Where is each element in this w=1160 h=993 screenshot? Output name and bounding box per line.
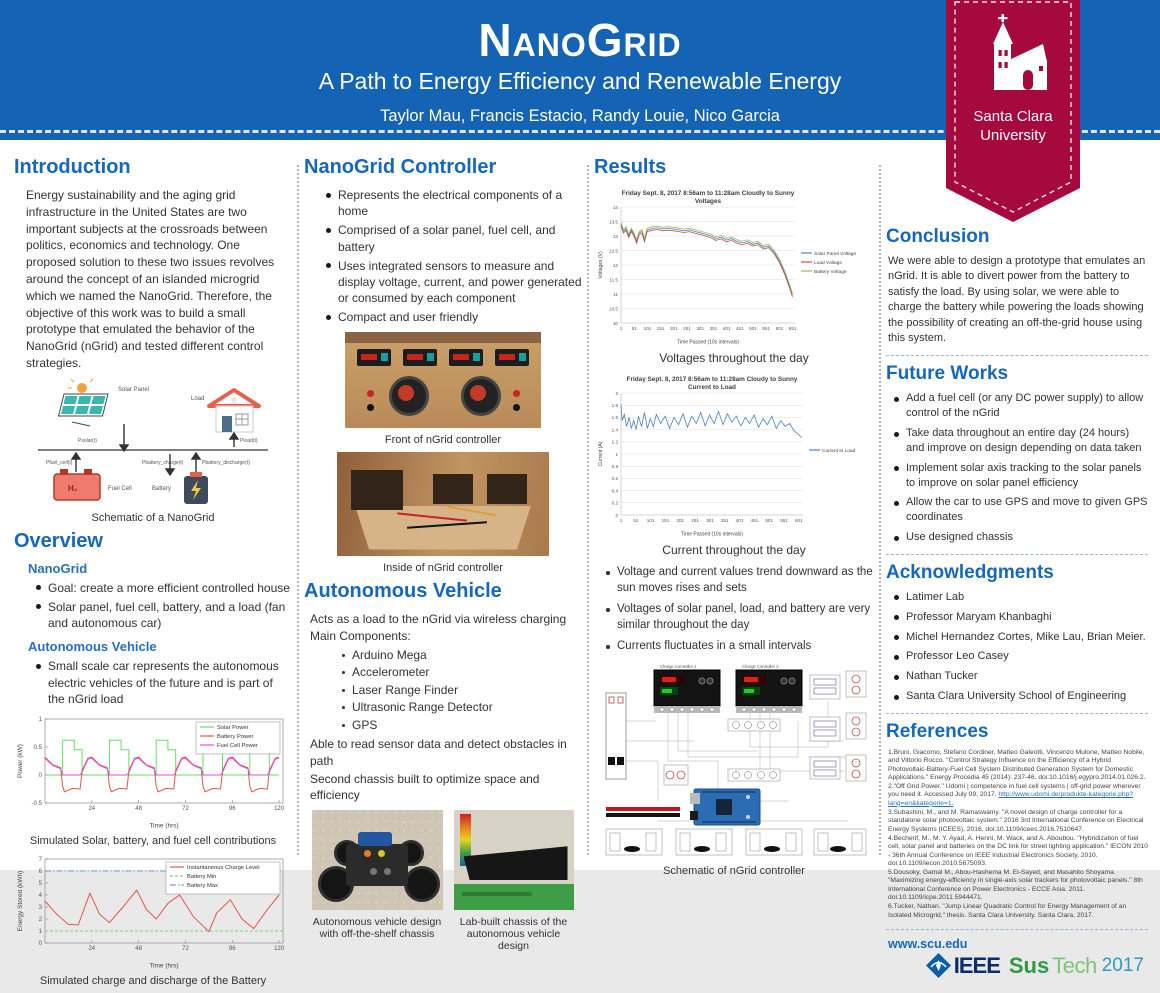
svg-text:Time (hrs): Time (hrs) (149, 962, 179, 970)
section-divider (886, 929, 1148, 930)
reference-item: 6.Tucker, Nathan. "Jump Linear Quadratic Control for Energy Management of an Isolated Microgrid," thesis. Santa Clara University. Santa Clara, 2017. (888, 903, 1127, 919)
black-wire (606, 813, 680, 817)
column-divider (297, 165, 299, 855)
svg-text:0: 0 (615, 512, 618, 518)
battery-icon (184, 472, 208, 504)
svg-text:Load Voltage: Load Voltage (814, 260, 843, 266)
list-item: Implement solar axis tracking to the solar panels to improve on solar panel efficiency (894, 461, 1148, 491)
list-item: Add a fuel cell (or any DC power supply) to allow control of the nGrid (894, 391, 1148, 421)
svg-text:601: 601 (775, 326, 784, 331)
sustech-year: 2017 (1101, 954, 1144, 976)
svg-text:151: 151 (656, 326, 665, 331)
svg-text:10: 10 (612, 320, 618, 326)
nanogrid-schematic-caption: Schematic of a NanoGrid (91, 511, 215, 524)
controller-list (304, 187, 582, 326)
svg-text:0.5: 0.5 (33, 744, 42, 751)
house-icon (209, 390, 259, 432)
svg-text:Battery Voltage: Battery Voltage (814, 269, 847, 275)
svg-text:1.4: 1.4 (611, 427, 618, 433)
battery-charge-chart (15, 853, 291, 969)
svg-text:7: 7 (38, 856, 42, 863)
svg-text:48: 48 (135, 945, 142, 952)
svg-text:101: 101 (646, 518, 655, 523)
conclusion-text: We were able to design a prototype that emulates an nGrid. It is able to divert power from the battery to satisfy the load. By using solar, we were able to charge the battery while powering the loads showing the possibility of creating an off-the-grid house using this system. (888, 255, 1146, 344)
svg-text:6: 6 (38, 868, 42, 875)
svg-text:-0.5: -0.5 (31, 800, 42, 807)
svg-text:251: 251 (691, 518, 699, 523)
red-wire (606, 807, 680, 811)
overview-heading: Overview (14, 529, 103, 552)
section-divider (886, 554, 1148, 555)
list-item: Use designed chassis (894, 530, 1148, 545)
svg-text:301: 301 (706, 518, 714, 523)
list-item: Compact and user friendly (326, 309, 582, 325)
svg-text:120: 120 (274, 805, 285, 812)
list-item: GPS (342, 717, 582, 734)
front-controller-caption: Front of nGrid controller (384, 433, 502, 446)
inside-controller-caption: Inside of nGrid controller (383, 561, 503, 574)
poster-subtitle: A Path to Energy Efficiency and Renewable Energy (318, 68, 842, 95)
list-item: Santa Clara University School of Engineering (894, 689, 1148, 704)
svg-text:1: 1 (619, 518, 623, 523)
conclusion-heading: Conclusion (886, 226, 990, 247)
svg-text:24: 24 (88, 945, 96, 952)
svg-text:Voltages: Voltages (694, 198, 722, 205)
list-item: Solar panel, fuel cell, battery, and a load (fan and autonomous car) (36, 599, 292, 631)
vehicle-photo (312, 810, 443, 910)
reference-link[interactable]: http://www.udomi.de/produkte-kategorie.php?lang=en&kategorie=1. (888, 791, 1133, 807)
reference-item: 2."Off Grid Power." Udomi | competence in fuel cell systems | off-grid power wherever you need it. Accessed July 09, 2017. http://www.udomi.de/produkte-kategorie.php?lang=en&kategorie=1. (888, 783, 1141, 807)
column-introduction (14, 150, 292, 993)
svg-text:2: 2 (615, 390, 618, 396)
svg-text:Time Passed (10s intervals): Time Passed (10s intervals) (681, 531, 743, 538)
svg-text:Current (A): Current (A) (598, 441, 604, 467)
vehicle-line1: Acts as a load to the nGrid via wireless charging (310, 611, 567, 626)
power-strip (606, 693, 626, 779)
vehicle-heading: Autonomous Vehicle (304, 579, 502, 602)
svg-text:251: 251 (683, 326, 691, 331)
list-item: Take data throughout an entire day (24 hours) and improve on design depending on data taken (894, 426, 1148, 456)
svg-text:Time Passed (10s intervals): Time Passed (10s intervals) (677, 339, 739, 346)
svg-text:1: 1 (619, 326, 623, 331)
svg-text:University: University (980, 127, 1046, 144)
column-divider (879, 165, 881, 855)
section-divider (886, 355, 1148, 356)
svg-text:451: 451 (735, 326, 744, 331)
solar-panel-icon (59, 394, 108, 416)
svg-text:3: 3 (38, 904, 42, 911)
svg-text:Battery Max: Battery Max (187, 882, 218, 889)
nanogrid-schematic (24, 378, 282, 506)
list-item: Uses integrated sensors to measure and display voltage, current, and power generated or consumed by each component (326, 258, 582, 307)
list-item: Professor Leo Casey (894, 649, 1148, 664)
charge-controller-1 (654, 670, 720, 713)
svg-text:551: 551 (762, 326, 771, 331)
list-item: Allow the car to use GPS and move to given GPS coordinates (894, 495, 1148, 525)
svg-text:12.5: 12.5 (609, 248, 618, 254)
results-heading: Results (594, 156, 667, 178)
svg-text:Pload(t): Pload(t) (240, 437, 258, 444)
voltages-chart (595, 187, 873, 345)
svg-text:551: 551 (780, 518, 788, 523)
svg-text:Charge Controller 1: Charge Controller 1 (660, 663, 697, 669)
svg-text:51: 51 (633, 518, 639, 523)
charge-controller-2 (736, 670, 802, 713)
controller-heading: NanoGrid Controller (304, 156, 497, 178)
intro-heading: Introduction (14, 156, 131, 178)
svg-text:72: 72 (182, 805, 189, 812)
svg-text:1: 1 (615, 451, 618, 457)
list-item: Currents fluctuates in a small intervals (604, 639, 874, 655)
svg-text:Instantaneous Charge Level: Instantaneous Charge Level (187, 864, 260, 871)
power-chart-caption: Simulated Solar, battery, and fuel cell contributions (29, 834, 277, 847)
svg-text:96: 96 (228, 945, 236, 952)
svg-text:Charge Controller 2: Charge Controller 2 (742, 663, 779, 669)
reference-item: 3.Subashini, M., and M. Ramaswamy. "A novel design of charge controller for a standalone solar photovoltaic system." 2016 3rd International Conference on Electrical Energy Systems (ICEES), 2016. doi:10.1109/icees.2016.7510647. (888, 809, 1144, 833)
power-contributions-chart (15, 713, 291, 829)
fuel-cell-icon (54, 469, 100, 500)
list-item: Arduino Mega (342, 647, 582, 664)
list-item: Ultrasonic Range Detector (342, 699, 582, 716)
svg-text:Santa Clara: Santa Clara (973, 108, 1053, 125)
list-item: Goal: create a more efficient controlled house (36, 580, 292, 596)
svg-text:Pbattery_charge(t): Pbattery_charge(t) (142, 459, 184, 466)
column-divider (587, 165, 589, 855)
svg-text:Fuel Cell Power: Fuel Cell Power (217, 742, 258, 749)
svg-text:2: 2 (38, 916, 42, 923)
svg-text:201: 201 (676, 518, 685, 523)
poster-title: NanoGrid (478, 14, 682, 66)
inside-controller-photo (337, 452, 549, 556)
list-item: Accelerometer (342, 664, 582, 681)
svg-text:Voltages (V): Voltages (V) (598, 251, 604, 279)
svg-text:401: 401 (722, 326, 731, 331)
svg-text:120: 120 (274, 945, 285, 952)
controller-schematic (598, 661, 870, 859)
svg-text:Energy Stored (kWh): Energy Stored (kWh) (17, 870, 24, 932)
svg-text:48: 48 (135, 805, 142, 812)
svg-text:351: 351 (720, 518, 729, 523)
vehicle-line3: Able to read sensor data and detect obstacles in path (310, 737, 567, 768)
svg-text:Solar Panel Voltage: Solar Panel Voltage (814, 251, 857, 257)
svg-text:Friday Sept. 8, 2017 8:56am to: Friday Sept. 8, 2017 8:56am to 11:28am Cloudly to Sunny (621, 190, 795, 197)
svg-text:1.2: 1.2 (611, 439, 618, 445)
scu-url-link[interactable]: www.scu.edu (888, 936, 968, 951)
list-item: Small scale car represents the autonomous electric vehicles of the future and is part of the nGrid load (36, 658, 292, 707)
poster-authors: Taylor Mau, Francis Estacio, Randy Louie, Nico Garcia (380, 107, 780, 126)
svg-text:4: 4 (38, 892, 42, 899)
column-controller (304, 150, 582, 958)
list-item: Represents the electrical components of a home (326, 187, 582, 219)
scu-ribbon (946, 0, 1080, 224)
results-list (594, 565, 874, 655)
section-divider (886, 713, 1148, 714)
svg-text:1.6: 1.6 (611, 415, 618, 421)
future-works-heading: Future Works (886, 363, 1009, 385)
svg-text:Current to Load: Current to Load (822, 448, 856, 454)
svg-text:H₂: H₂ (68, 483, 78, 493)
svg-text:0.6: 0.6 (611, 476, 618, 482)
controller-schematic-caption: Schematic of nGrid controller (663, 864, 805, 877)
sun-icon (68, 379, 93, 393)
front-controller-photo (345, 332, 541, 428)
svg-text:501: 501 (765, 518, 774, 523)
column-conclusion (886, 150, 1148, 979)
svg-text:Battery: Battery (152, 485, 172, 492)
svg-text:96: 96 (228, 805, 236, 812)
acknowledgments-list (886, 590, 1148, 704)
svg-text:201: 201 (669, 326, 678, 331)
svg-text:1: 1 (38, 716, 42, 723)
list-item: Nathan Tucker (894, 669, 1148, 684)
current-chart-caption: Current throughout the day (662, 543, 806, 557)
list-item: Latimer Lab (894, 590, 1148, 605)
svg-text:Time (hrs): Time (hrs) (149, 822, 179, 830)
svg-text:Fuel Cell: Fuel Cell (108, 485, 132, 492)
svg-text:Power (kW): Power (kW) (17, 743, 24, 778)
svg-text:Friday Sept. 8, 2017 8:56am to: Friday Sept. 8, 2017 8:56am to 11:28am Cloudy to Sunny (626, 376, 798, 383)
svg-text:1.8: 1.8 (611, 403, 618, 408)
list-item: Voltages of solar panel, load, and battery are very similar throughout the day (604, 602, 874, 633)
ieee-sustech-logo (886, 953, 1148, 979)
svg-text:651: 651 (788, 326, 797, 331)
svg-text:Battery Power: Battery Power (217, 733, 254, 740)
overview-sub-vehicle: Autonomous Vehicle (28, 639, 157, 655)
svg-text:12: 12 (612, 262, 618, 268)
svg-text:0.8: 0.8 (611, 464, 618, 469)
svg-text:451: 451 (750, 518, 759, 523)
svg-text:13.5: 13.5 (609, 219, 618, 225)
acknowledgments-heading: Acknowledgments (886, 561, 1054, 583)
svg-text:Pbattery_discharge(t): Pbattery_discharge(t) (202, 459, 250, 466)
references-heading: References (886, 721, 989, 742)
references-list (888, 749, 1148, 920)
svg-text:13: 13 (612, 233, 618, 239)
svg-text:0.4: 0.4 (611, 488, 618, 494)
vehicle-photo-caption: Autonomous vehicle design with off-the-shelf chassis (312, 916, 442, 941)
column-results (594, 150, 874, 883)
sustech-sus: Sus (1008, 952, 1050, 978)
list-item: Voltage and current values trend downward as the sun moves rises and sets (604, 565, 874, 596)
vehicle-line4: Second chassis built to optimize space and efficiency (310, 771, 540, 803)
vehicle-components-list (304, 647, 582, 734)
future-works-list (886, 391, 1148, 545)
svg-text:11: 11 (613, 291, 618, 297)
svg-text:Current to Load: Current to Load (688, 384, 736, 391)
reference-item: 4.Becherif, M., M. Y. Ayad, A. Henni, M. Wack, and A. Aboubou. "Hybridization of fuel cell, solar panel and batteries on the DC link for street lighting application." IECON 2010 - 36th Annual Conference on IEEE Industrial Electronics Society, 2010. doi:10.1109/iecon.2010.5675093. (888, 834, 1148, 867)
reference-item: 5.Dousoky, Gamal M., Abou-Hashema M. El-Sayed, and Masahito Shoyama. "Maximizing energy-efficiency in single-axis solar trackers for photovoltaic panels." 8th International Conference on Power Electronics - ECCE Asia. 2011. doi:10.1109/icpe.2011.5944471. (888, 869, 1143, 902)
intro-text: Energy sustainability and the aging grid infrastructure in the United States are two important subjects at the crossroads between politics, economics and technology. One proposed solution to these two issues revolves around the concept of an islanded microgrid which we named the NanoGrid. Therefore, the objective of this work was to build a small prototype that emulated the behavior of the NanoGrid (nGrid) and tested different control strategies. (26, 188, 275, 370)
svg-text:0: 0 (38, 940, 42, 947)
svg-text:72: 72 (182, 945, 189, 952)
svg-text:10.5: 10.5 (609, 306, 618, 312)
svg-text:Load: Load (191, 395, 205, 402)
current-chart (595, 373, 873, 537)
svg-text:24: 24 (88, 805, 96, 812)
svg-text:5: 5 (38, 880, 42, 887)
svg-text:Solar Power: Solar Power (217, 724, 249, 731)
list-item: Michel Hernandez Cortes, Mike Lau, Brian Meier. (894, 630, 1148, 645)
svg-text:351: 351 (709, 326, 718, 331)
svg-text:Pfuel_cell(t): Pfuel_cell(t) (46, 459, 73, 466)
lab-chassis-photo (454, 810, 574, 910)
svg-text:101: 101 (643, 326, 652, 331)
svg-text:Solar Panel: Solar Panel (118, 386, 150, 393)
svg-text:601: 601 (795, 518, 803, 523)
svg-text:0.2: 0.2 (611, 500, 618, 506)
overview-sub-nanogrid: NanoGrid (28, 560, 88, 576)
svg-text:501: 501 (749, 326, 757, 331)
arduino-board (690, 789, 760, 825)
list-item: Comprised of a solar panel, fuel cell, and battery (326, 222, 582, 254)
svg-text:14: 14 (612, 204, 618, 210)
vehicle-line2: Main Components: (310, 629, 411, 644)
svg-text:1: 1 (38, 928, 42, 935)
svg-text:Psolar(t): Psolar(t) (78, 437, 97, 444)
list-item: Laser Range Finder (342, 682, 582, 699)
sustech-tech: Tech (1052, 952, 1097, 978)
ieee-wordmark: IEEE (953, 952, 1000, 978)
svg-text:0: 0 (38, 772, 42, 779)
svg-text:301: 301 (696, 326, 705, 331)
list-item: Professor Maryam Khanbaghi (894, 610, 1148, 625)
overview-vehicle-list (14, 658, 292, 707)
overview-nanogrid-list (14, 580, 292, 632)
svg-text:11.5: 11.5 (609, 277, 618, 283)
voltages-chart-caption: Voltages throughout the day (659, 351, 809, 365)
ieee-diamond-icon (926, 953, 951, 978)
svg-text:51: 51 (631, 326, 637, 331)
reference-item: 1.Bruni, Giacomo, Stefano Cordiner, Matteo Galeotti, Vincenzo Mulone, Matteo Nobile, and Vittorio Rocco. "Control Strategy Influence on the Efficiency of a Hybrid Photovoltaic-Battery-Fuel Cell System Distributed Generation System for Domestic Applications." Energy Procedia 45 (2014): 237-46. doi:10.1016/j.egypro.2014.01.026.2. (888, 749, 1146, 781)
svg-text:401: 401 (735, 518, 744, 523)
battery-chart-caption: Simulated charge and discharge of the Battery (39, 974, 267, 987)
lab-chassis-caption: Lab-built chassis of the autonomous vehicle design (459, 916, 568, 953)
svg-text:151: 151 (661, 518, 670, 523)
svg-text:Battery Min: Battery Min (187, 873, 217, 880)
